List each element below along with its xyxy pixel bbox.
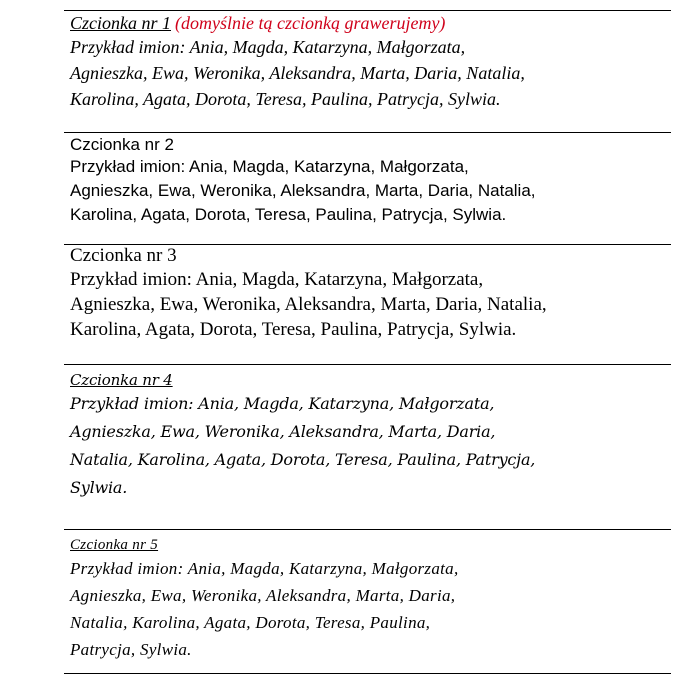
sample-line: Przykład imion: Ania, Magda, Katarzyna, Małgorzata,: [70, 269, 484, 290]
divider: [64, 364, 671, 365]
sample-line: Agnieszka, Ewa, Weronika, Aleksandra, Marta, Daria, Natalia,: [70, 63, 525, 83]
font-sample-heading: [70, 370, 670, 390]
sample-line: Przykład imion: Ania, Magda, Katarzyna, Małgorzata,: [70, 37, 466, 57]
divider: [64, 132, 671, 133]
font-name: Czcionka nr 1: [70, 13, 171, 33]
font-sample-1: [70, 12, 670, 112]
sample-line: Przykład imion: Ania, Magda, Katarzyna, Małgorzata,: [70, 157, 469, 176]
font-name: Czcionka nr 4: [70, 371, 173, 389]
sample-line: Sylwia.: [70, 478, 128, 497]
sample-line: Agnieszka, Ewa, Weronika, Aleksandra, Marta, Daria, Natalia,: [70, 294, 547, 315]
sample-line: Natalia, Karolina, Agata, Dorota, Teresa, Paulina,: [70, 613, 431, 632]
default-font-note: (domyślnie tą czcionką grawerujemy): [175, 13, 446, 33]
font-sample-heading: [70, 12, 670, 34]
font-sample-4: [70, 370, 670, 502]
font-sample-3: [70, 245, 670, 342]
sample-line: Karolina, Agata, Dorota, Teresa, Paulina, Patrycja, Sylwia.: [70, 205, 507, 224]
font-sample-heading: [70, 135, 670, 155]
divider: [64, 529, 671, 530]
divider: [64, 10, 671, 11]
font-name: Czcionka nr 3: [70, 245, 177, 266]
sample-line: Agnieszka, Ewa, Weronika, Aleksandra, Marta, Daria, Natalia,: [70, 181, 536, 200]
font-sample-2: [70, 135, 670, 227]
sample-line: Patrycja, Sylwia.: [70, 640, 192, 659]
sample-line: Natalia, Karolina, Agata, Dorota, Teresa, Paulina, Patrycja,: [70, 450, 536, 469]
font-sample-heading: [70, 245, 670, 267]
sample-line: Przykład imion: Ania, Magda, Katarzyna, Małgorzata,: [70, 559, 459, 578]
font-name: Czcionka nr 5: [70, 537, 159, 553]
sample-line: Przykład imion: Ania, Magda, Katarzyna, Małgorzata,: [70, 394, 495, 413]
font-name: Czcionka nr 2: [70, 135, 174, 154]
sample-line: Karolina, Agata, Dorota, Teresa, Paulina, Patrycja, Sylwia.: [70, 319, 517, 340]
sample-line: Agnieszka, Ewa, Weronika, Aleksandra, Marta, Daria,: [70, 586, 456, 605]
font-sample-5: [70, 535, 670, 663]
font-sample-heading: [70, 535, 670, 555]
sample-line: Karolina, Agata, Dorota, Teresa, Paulina, Patrycja, Sylwia.: [70, 89, 501, 109]
divider: [64, 673, 671, 674]
sample-line: Agnieszka, Ewa, Weronika, Aleksandra, Marta, Daria,: [70, 422, 496, 441]
